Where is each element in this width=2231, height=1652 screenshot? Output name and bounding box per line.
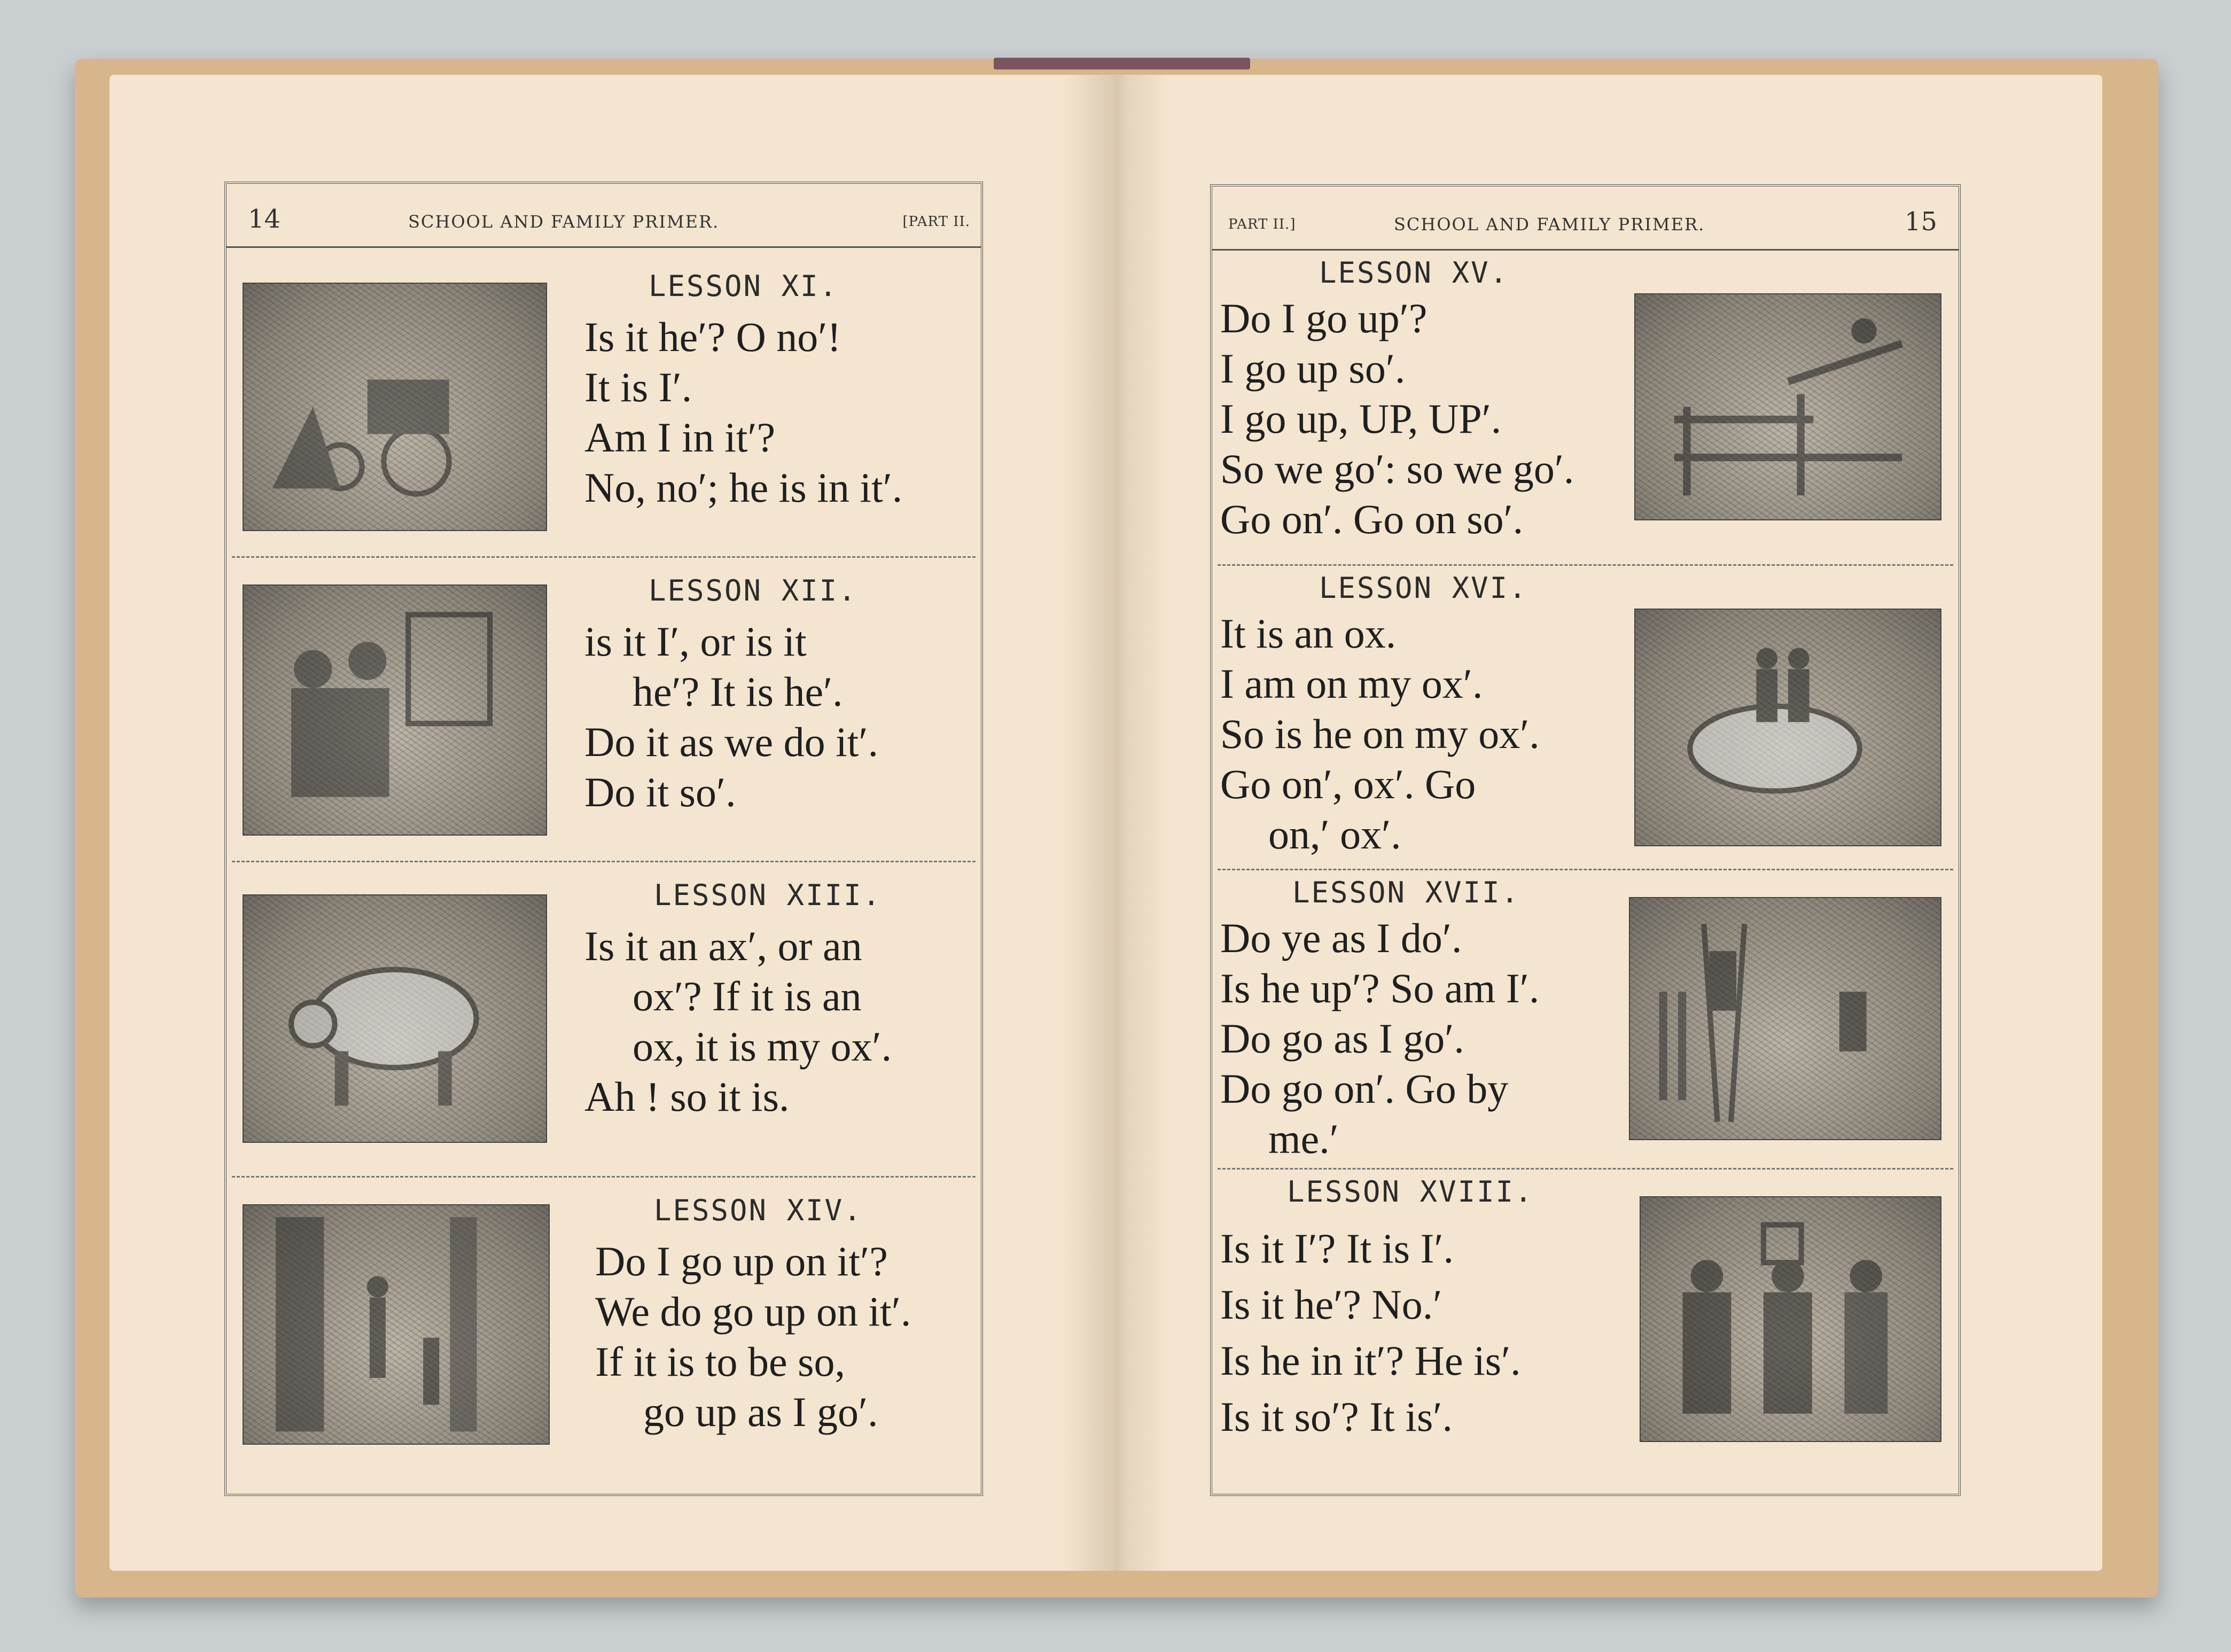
lesson-line: I am on my ox′.	[1220, 660, 1483, 707]
lesson-line: So we go′: so we go′.	[1220, 446, 1574, 492]
lesson-line: Do go as I go′.	[1220, 1015, 1464, 1062]
woodcut-seesaw-fence-image	[1634, 293, 1941, 520]
lesson-text	[584, 617, 878, 817]
lesson-line: Is it he′? O no′!	[584, 314, 841, 360]
lesson-title: LESSON XI.	[649, 269, 839, 303]
lesson-block	[227, 862, 981, 1178]
lesson-text	[1220, 1220, 1521, 1445]
right-page-header	[1212, 186, 1959, 251]
lesson-text	[584, 312, 902, 513]
lesson-text	[1220, 609, 1540, 860]
lesson-line: Do it so′.	[584, 769, 736, 815]
lesson-line: Do I go up on it′?	[595, 1238, 888, 1284]
lesson-line: Is it I′? It is I′.	[1220, 1225, 1454, 1272]
lesson-text	[595, 1236, 911, 1437]
woodcut-classroom-image	[243, 585, 547, 836]
part-label: [PART II.	[902, 214, 970, 230]
running-head: SCHOOL AND FAMILY PRIMER.	[408, 212, 720, 232]
lesson-line: Go on′. Go on so′.	[1220, 496, 1524, 542]
lesson-line: We do go up on it′.	[595, 1288, 911, 1335]
running-head: SCHOOL AND FAMILY PRIMER.	[1394, 214, 1705, 235]
lesson-line: Is it so′? It is′.	[1220, 1393, 1453, 1440]
lesson-title: LESSON XIII.	[654, 878, 882, 912]
lesson-block	[1212, 251, 1959, 566]
lesson-title: LESSON XVII.	[1292, 876, 1520, 909]
lesson-line: go up as I go′.	[643, 1389, 878, 1435]
lesson-title: LESSON XII.	[649, 574, 857, 607]
lesson-line: he′? It is he′.	[633, 668, 843, 715]
page-number: 15	[1904, 207, 1937, 237]
lesson-line: No, no′; he is in it′.	[584, 464, 903, 511]
lesson-title: LESSON XVI.	[1319, 571, 1528, 605]
woodcut-three-boys-image	[1640, 1196, 1941, 1442]
lesson-block	[227, 253, 981, 558]
lesson-line: Do ye as I do′.	[1220, 915, 1462, 961]
lesson-line: Is he up′? So am I′.	[1220, 965, 1540, 1011]
lesson-line: Do I go up′?	[1220, 295, 1427, 341]
lesson-title: LESSON XIV.	[654, 1194, 863, 1227]
lesson-line: ox, it is my ox′.	[633, 1023, 892, 1070]
lesson-title: LESSON XV.	[1319, 256, 1509, 290]
lesson-line: ox′? If it is an	[633, 973, 862, 1019]
lesson-text	[1220, 913, 1539, 1164]
lesson-block	[1212, 566, 1959, 870]
page-number: 14	[248, 204, 281, 234]
left-page-header	[227, 184, 981, 248]
woodcut-boys-in-woods-image	[243, 1204, 550, 1445]
lesson-line: So is he on my ox′.	[1220, 711, 1540, 757]
lesson-line: Am I in it′?	[584, 414, 776, 461]
lesson-line: It is an ox.	[1220, 610, 1397, 657]
lesson-line: I go up so′.	[1220, 345, 1406, 392]
lesson-text	[1220, 293, 1574, 544]
lesson-line: Is it an ax′, or an	[584, 923, 862, 969]
lesson-block	[1212, 1170, 1959, 1469]
lesson-line: Is it he′? No.′	[1220, 1281, 1442, 1328]
lesson-line: Do it as we do it′.	[584, 719, 878, 765]
woodcut-horse-cart-image	[243, 283, 547, 531]
woodcut-boys-on-ox-image	[1634, 609, 1941, 846]
lesson-text	[584, 921, 892, 1122]
lesson-line: Go on′, ox′. Go	[1220, 761, 1476, 807]
right-page-frame	[1210, 184, 1961, 1496]
lesson-line: Is he in it′? He is′.	[1220, 1337, 1521, 1384]
lesson-line: If it is to be so,	[595, 1338, 845, 1385]
lesson-line: is it I′, or is it	[584, 618, 807, 665]
book-gutter	[1063, 75, 1170, 1571]
woodcut-ox-image	[243, 894, 547, 1143]
lesson-block	[227, 558, 981, 862]
lesson-title: LESSON XVIII.	[1287, 1175, 1534, 1209]
lesson-line: It is I′.	[584, 364, 692, 410]
left-page-frame	[224, 182, 983, 1496]
spine-bookmark	[994, 58, 1250, 69]
woodcut-stilts-image	[1629, 897, 1941, 1140]
lesson-block	[227, 1178, 981, 1482]
lesson-line: on,′ ox′.	[1268, 811, 1401, 858]
lesson-line: I go up, UP, UP′.	[1220, 395, 1502, 442]
lesson-line: me.′	[1268, 1116, 1339, 1162]
part-label: PART II.]	[1228, 216, 1296, 232]
lesson-block	[1212, 870, 1959, 1170]
lesson-line: Ah ! so it is.	[584, 1073, 790, 1120]
lesson-line: Do go on′. Go by	[1220, 1065, 1509, 1112]
